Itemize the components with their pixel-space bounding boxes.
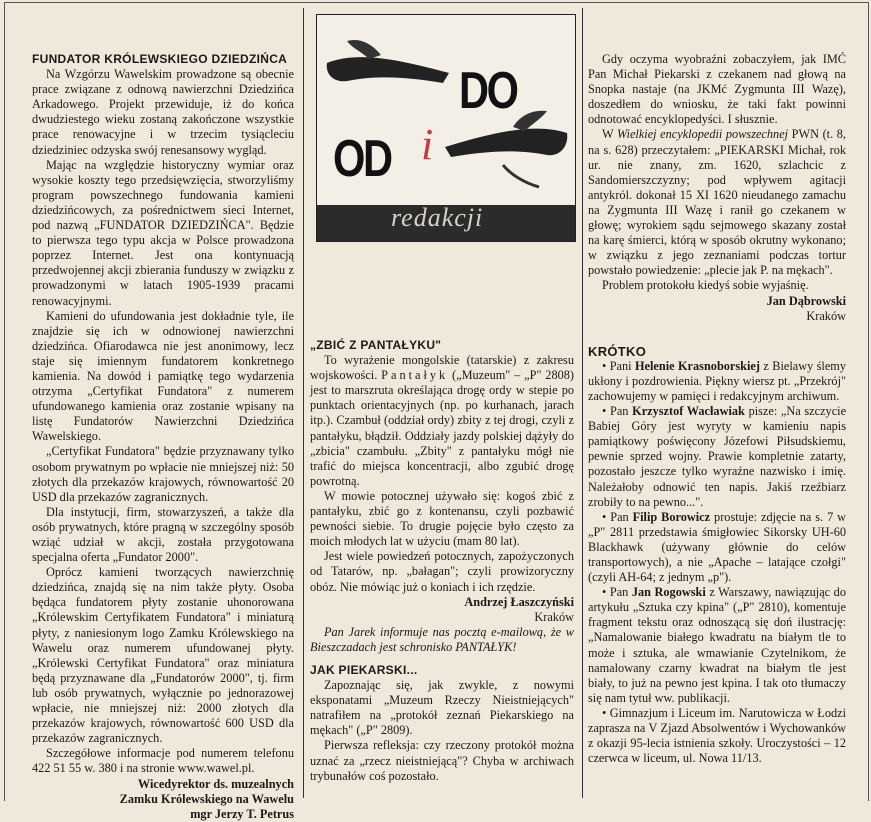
signature-name: Andrzej Łaszczyński (464, 594, 574, 609)
right-column (588, 52, 846, 766)
paragraph: Pierwsza refleksja: czy rzeczony protokół można uznać za „rzecz nieistniejącą"? Chyba w archiwach trybunałów coś pozostało. (310, 738, 574, 783)
paragraph: W mowie potocznej używało się: kogoś zbić z pantałyku, zbić go z kontenansu, czyli pozbawić pewności siebie. To drugie pojęcie było często za moich młodych lat w użyciu (mam 80 lat). (310, 488, 574, 549)
list-item: • Pani Helenie Krasnoborskiej z Bielawy ślemy ukłony i pozdrowienia. Piękny wiersz pt. „Przekrój" zachowujemy w pamięci i redakcyjnym archiwum. (588, 358, 847, 403)
italic-title: Wielkiej encyklopedii powszechnej (616, 127, 789, 142)
paragraph: Jest wiele powiedzeń potocznych, zapożyczonych od Tatarów, np. „bałagan"; czyli prowizoryczny obóz. Nie mówiąc już o koniach i ich rzędzie. (310, 549, 574, 594)
column-divider (582, 8, 583, 798)
signature-place: Kraków (534, 609, 574, 624)
left-column (32, 52, 294, 822)
pointing-hand-bottom-icon (445, 129, 567, 157)
i-word: i (421, 120, 434, 169)
redakcji-word: redakcji (391, 203, 484, 232)
paragraph: Szczegółowe informacje pod numerem telefonu 422 51 55 w. 380 i na stronie www.wawel.pl. (32, 746, 294, 776)
paragraph: Dla instytucji, firm, stowarzyszeń, a także dla osób prywatnych, które pragną w szczególny sposób wziąć udział w akcji, została przygotowana specjalna oferta „Fundator 2000". (32, 504, 294, 565)
heading-krotko: KRÓTKO (588, 343, 647, 359)
paragraph: Kamieni do ufundowania jest dokładnie tyle, ile znajdzie się ich w odnowionej nawierzchni dziedzińca. Ofiarodawca nie jest anonimowy, lecz staje się imiennym fundatorem konkretnego kamienia. Na dowód i pamiątkę tego wydarzenia otrzyma „Certyfikat Fundatora" z numerem ufundowanego kamienia oraz zostanie wpisany na listę Fundatorów Nawierzchni Dziedzińca Wawelskiego. (32, 308, 294, 444)
paragraph: Problem protokołu kiedyś sobie wyjaśnię. (602, 278, 809, 293)
do-word: DO (459, 62, 517, 120)
list-item: • Pan Krzysztof Wacławiak pisze: „Na szczycie Babiej Góry jest wyryty w kamieniu napis pamiątkowy poświęcony Józefowi Piłsudskiemu, pewnie sprzed wojny. Prawie kompletnie zatarty, pozostało jeszcze tylko wyraźne nazwisko i imię. Należałoby odnowić ten napis. Jakiś rzeźbiarz zrobiły to na pewno...". (588, 404, 847, 509)
editor-note: Pan Jarek informuje nas pocztą e-mailową, że w Bieszczadach jest schronisko PANTAŁYK! (310, 624, 574, 654)
paragraph: W Wielkiej encyklopedii powszechnej PWN (t. 8, na s. 628) przeczytałem: „PIEKARSKI Michał, rok ur. nie znany, zm. 1620, szlachcic z Sandomierszczyzny; pod wpływem agitacji antykról. dokonał 15 XI 1620 nieudanego zamachu na Zygmunta III Wazę i ranił go czekanem w głowę; wyrokiem sądu sejmowego skazany został na karę śmierci, którą w sposób okrutny wykonano; w związku z jego zeznaniami podczas tortur powstało powiedzenie: „plecie jak P. na mękach". (588, 127, 846, 278)
heading-zbic-z-pantalyku: „ZBIĆ Z PANTAŁYKU" (310, 338, 442, 352)
spaced-word: Pantałyk (381, 368, 449, 383)
paragraph: Gdy oczyma wyobraźni zobaczyłem, jak IMĆ Pan Michał Piekarski z czekanem nad głową na Snopka nastaje (na JKMć Zygmunta III Wazę), doszedłem do wniosku, że taki fakt powinni odnotować encyklopedyści. I słusznie. (588, 52, 846, 127)
paragraph: Zapoznając się, jak zwykle, z nowymi eksponatami „Muzeum Rzeczy Nieistniejących" natrafiłem na „protokół zeznań Piekarskiego na mękach" („P" 2809). (310, 678, 574, 738)
list-item: • Pan Jan Rogowski z Warszawy, nawiązując do artykułu „Sztuka czy kpina" („P" 2810), komentuje fragment tekstu oraz odnoszącą się doń ilustrację: „Namalowanie białego kwadratu na białym tle to może i sztuka, ale wmawianie Czytelnikom, że namalowany czarny kwadrat na białym tle jest biały, to już na pewno jest kpina. I tak oto tłumaczy się nam tytuł ww. publikacji. (588, 585, 846, 705)
signature-place: Kraków (806, 308, 846, 323)
signature-line-1: Wicedyrektor ds. muzealnych (137, 776, 294, 791)
paragraph: To wyrażenie mongolskie (tatarskie) z zakresu wojskowości. Pantałyk („Muzeum" – „P" 2808) jest to marszruta określająca drogę ordy w stepie po punktach orientacyjnych (np. po kurhanach, jarach itp.). Czambuł (oddział ordy) zbity z tej drogi, czyli z pantałyku, błądził. Oddziały jazdy polskiej dążyły do „zbicia" czambułu. „Zbity" z pantałyku mógł nie trafić do miejsca koncentracji, albo zgubić drogę powrotną. (310, 353, 574, 488)
column-divider (303, 8, 304, 798)
pointing-hand-top-icon (327, 57, 449, 83)
signature-line-2: Zamku Królewskiego na Wawelu (119, 791, 294, 806)
list-item: • Pan Filip Borowicz prostuje: zdjęcie na s. 7 w „P" 2811 przedstawia śmigłowiec Sikorsky UH-60 Blackhawk (używany głównie do celów transportowych), a nie „Apache – latające czołgi" (czyli AH-64; z jednym „p"). (588, 509, 847, 585)
signature-name: Jan Dąbrowski (766, 293, 846, 308)
do-i-od-redakcji-graphic (316, 14, 576, 242)
paragraph: Mając na względzie historyczny wymiar oraz wysokie koszty tego przedsięwzięcia, stworzyliśmy program powszechnego fundowania kamieni dziedzińcowych, za pośrednictwem sieci Internet, pod nazwą „FUNDATOR DZIEDZIŃCA". Będzie to pierwsza tego typu akcja w Polsce prowadzona poprzez Internet. Jest ona kontynuacją przedwojennej akcji zbierania funduszy w związku z prowadzonymi w latach 1905-1939 pracami renowacyjnymi. (32, 157, 294, 308)
heading-fundator: FUNDATOR KRÓLEWSKIEGO DZIEDZIŃCA (32, 52, 288, 66)
paragraph: Oprócz kamieni tworzących nawierzchnię dziedzińca, znajdą się na nim także płyty. Osoba będąca fundatorem płyty zostanie uhonorowana „Królewskim Certyfikatem Fundatora" i miniaturą płyty, z naniesionym logo Zamku Królewskiego na Wawelu oraz numerem ufundowanej płyty. „Królewski Certyfikat Fundatora" oraz miniatura będą przyznawane dla „Fundatorów 2000", tj. firm lub osób prywatnych, wyłącznie po jednorazowej wpłacie, nie mniejszej niż: 2000 złotych dla przekazów krajowych, równowartość 600 USD dla przekazów zagranicznych. (32, 565, 294, 746)
signature-name: mgr Jerzy T. Petrus (190, 806, 294, 821)
paragraph: Na Wzgórzu Wawelskim prowadzone są obecnie prace związane z odnową nawierzchni Dziedzińca Arkadowego. Projekt przewiduje, iż do końca dwudziestego wieku zostaną zakończone wszystkie prace renowacyjne i w trzecim tysiącleciu dziedziniec odzyska swój renesansowy wygląd. (32, 67, 294, 157)
paragraph: „Certyfikat Fundatora" będzie przyznawany tylko osobom prywatnym po wpłacie nie mniejszej niż: 50 złotych dla przekazów krajowych, równowartość 20 USD dla przekazów zagranicznych. (32, 444, 294, 504)
heading-jak-piekarski: JAK PIEKARSKI... (310, 662, 418, 677)
list-item: • Gimnazjum i Liceum im. Narutowicza w Łodzi zaprasza na V Zjazd Absolwentów i Wychowanków z okazji 95-lecia istnienia szkoły. Uroczystości – 12 czerwca w liceum, ul. Nowa 11/13. (588, 705, 846, 766)
od-word: OD (333, 130, 391, 188)
middle-column (310, 338, 574, 784)
